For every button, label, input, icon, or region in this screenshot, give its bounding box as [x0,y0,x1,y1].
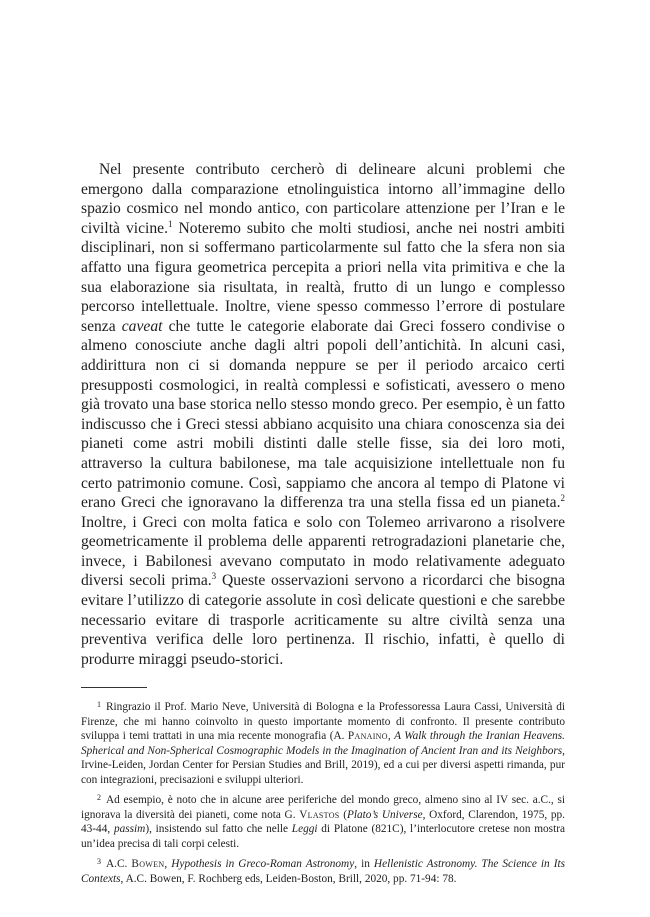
author-name: Vlastos [299,808,340,821]
text-run: Noteremo subito che molti studiosi, anche nei nostri ambiti disciplinari, non si soffermano particolarmente sul fatto che la sfera non sia affatto una figura geometrica percepita a priori nella vita primitiva e che la sua elaborazione sia risultata, in realtà, frutto di un lungo e complesso percorso intellettuale. Inoltre, viene spesso commesso l’errore di postulare senza [81,219,565,335]
text-run: che tutte le categorie elaborate dai Greci fossero condivise o almeno conosciute anche dagli altri popoli dell’antichità. In alcuni casi, addirittura non ci si domanda neppure se per il periodo arcaico certi presupposti cosmologici, in realtà complessi e sofisticati, avessero o meno già trovato una base storica nello stesso mondo greco. Per esempio, è un fatto indiscusso che i Greci stessi abbiano acquisito una chiara conoscenza sia dei pianeti come astri mobili distinti dalle stelle fisse, sia dei loro moti, attraverso la cultura babilonese, ma tale acquisizione intellettuale non fu certo patrimonio comune. Così, sappiamo che ancora al tempo di Platone vi erano Greci che ignoravano la differenza tra una stella fissa ed un pianeta. [81,317,565,512]
text-run: , Oxford, Clarendon, 1975, pp. 43-44, [81,808,566,836]
author-name: Bowen [131,858,165,871]
page [81,160,565,890]
footnote-number: 2 [97,793,101,803]
book-title: Hellenistic Astronomy. The Science in Its Contexts [81,858,566,885]
footnote-number: 3 [97,857,101,867]
italic-term: passim [113,823,146,836]
footnote-ref-2: 2 [560,493,565,504]
footnote-ref-3: 3 [211,571,217,582]
text-run: , [164,858,172,871]
text-run: di Platone (821C), l’interlocutore cretese non mostra un’idea precisa di tali corpi celesti. [81,823,565,850]
text-run: , Irvine-Leiden, Jordan Center for Persian Studies and Brill, 2019), ed a cui per diversi aspetti rimanda, pur con integrazioni, precisazioni e sviluppi ulteriori. [81,744,565,786]
footnotes [81,698,565,886]
text-run: Inoltre, i Greci con molta fatica e solo con Tolemeo arrivarono a risolvere geometricamente il problema delle apparenti retrogradazioni planetarie che, invece, i Babilonesi avevano computato in modo relativamente adeguato diversi secoli prima. [81,513,565,590]
text-run: ), insistendo sul fatto che nelle [145,823,292,836]
footnote-separator [81,687,147,688]
footnote-1 [81,698,565,787]
body-paragraph [81,160,565,669]
text-run: A.C. [106,858,132,871]
footnote-2 [81,791,565,851]
footnote-3 [81,855,565,886]
text-run: Nel presente contributo cercherò di delineare alcuni problemi che emergono dalla comparazione etnolinguistica intorno all’immagine dello spazio cosmico nel mondo antico, con particolare attenzione per l’Iran e le civiltà vicine. [81,161,565,237]
text-run: , [387,730,395,743]
italic-term: caveat [121,317,163,335]
text-run: , in [354,858,374,871]
text-run: Queste osservazioni servono a ricordarci che bisogna evitare l’utilizzo di categorie assolute in così delicate questioni e che sarebbe necessario evitare di trasporle acriticamente su altre civiltà senza una preventiva verifica delle loro pertinenza. Il rischio, infatti, è quello di produrre miraggi pseudo-storici. [81,572,565,668]
footnote-ref-1: 1 [168,218,173,229]
text-run: ( [339,808,347,821]
footnote-number: 1 [97,700,101,710]
text-run: Ad esempio, è noto che in alcune aree periferiche del mondo greco, almeno sino al IV sec. a.C., si ignorava la diversità dei pianeti, come nota G. [81,794,565,821]
author-name: Panaino [347,730,388,743]
main-text [81,160,565,669]
book-title: Hypothesis in Greco-Roman Astronomy [171,858,355,871]
italic-term: Leggi [291,823,318,836]
text-run: , A.C. Bowen, F. Rochberg eds, Leiden-Boston, Brill, 2020, pp. 71-94: 78. [120,872,457,885]
book-title: A Walk through the Iranian Heavens. Spherical and Non-Spherical Cosmographic Models in the Imagination of Ancient Iran and its Neighbors [81,730,565,757]
text-run: Ringrazio il Prof. Mario Neve, Università di Bologna e la Professoressa Laura Cassi, Università di Firenze, che mi hanno coinvolto in questo importante momento di confronto. Il presente contributo sviluppa i temi trattati in una mia recente monografia (A. [81,701,565,743]
book-title: Plato’s Universe [346,808,423,821]
